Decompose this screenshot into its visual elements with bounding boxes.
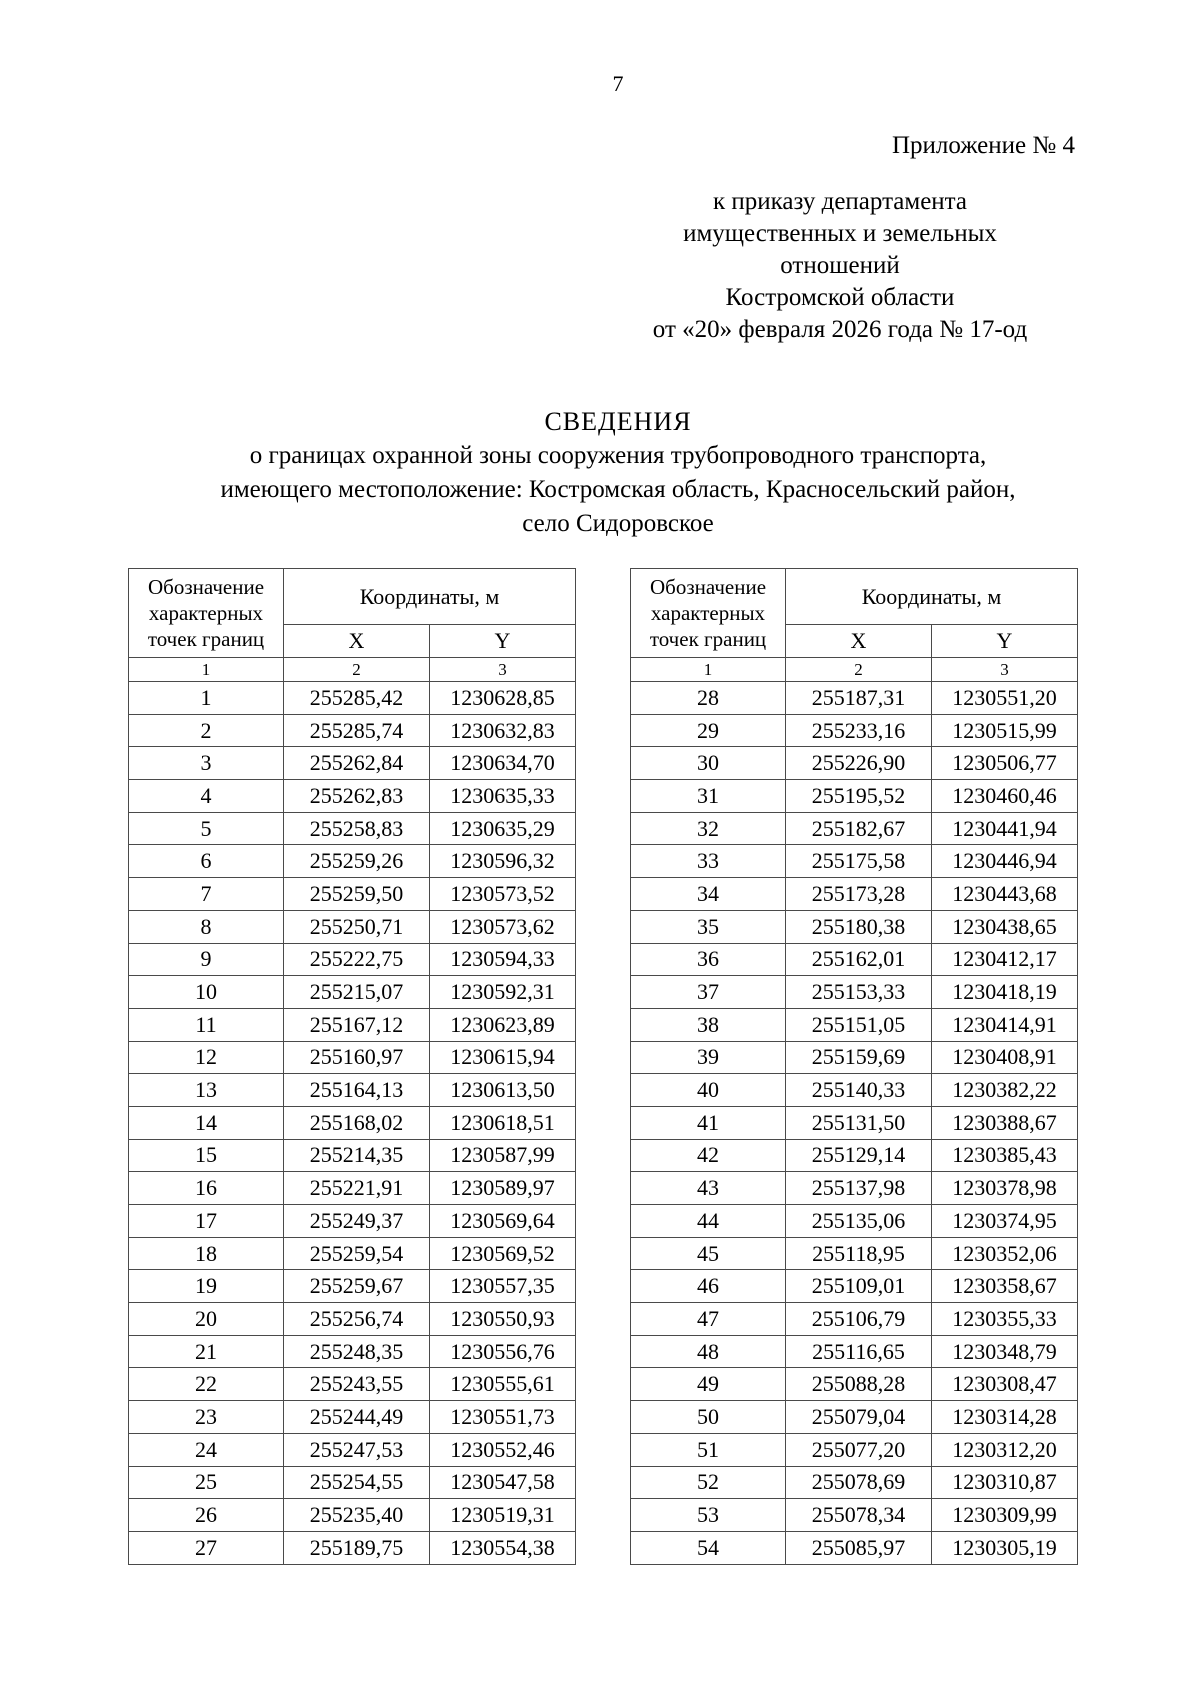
y-coordinate-cell: 1230446,94 bbox=[932, 845, 1078, 878]
y-coordinate-cell: 1230506,77 bbox=[932, 747, 1078, 780]
order-line: Костромской области bbox=[725, 284, 955, 311]
point-designation-header: Обозначение характерных точек границ bbox=[631, 569, 786, 658]
point-number-cell: 13 bbox=[129, 1074, 284, 1107]
x-coordinate-cell: 255182,67 bbox=[786, 812, 932, 845]
x-coordinate-cell: 255077,20 bbox=[786, 1433, 932, 1466]
point-number-cell: 35 bbox=[631, 910, 786, 943]
heading-line: имеющего местоположение: Костромская область, Красносельский район, bbox=[220, 476, 1016, 503]
x-coordinate-cell: 255137,98 bbox=[786, 1172, 932, 1205]
y-coordinate-cell: 1230358,67 bbox=[932, 1270, 1078, 1303]
table-row bbox=[129, 1270, 576, 1303]
point-number-cell: 15 bbox=[129, 1139, 284, 1172]
point-number-cell: 11 bbox=[129, 1008, 284, 1041]
y-coordinate-cell: 1230569,64 bbox=[430, 1205, 576, 1238]
point-number-cell: 49 bbox=[631, 1368, 786, 1401]
point-number-cell: 41 bbox=[631, 1106, 786, 1139]
x-coordinate-cell: 255106,79 bbox=[786, 1303, 932, 1336]
table-row bbox=[129, 1303, 576, 1336]
point-number-cell: 6 bbox=[129, 845, 284, 878]
y-coordinate-cell: 1230374,95 bbox=[932, 1205, 1078, 1238]
point-number-cell: 54 bbox=[631, 1531, 786, 1564]
y-coordinate-cell: 1230573,62 bbox=[430, 910, 576, 943]
x-coordinate-cell: 255243,55 bbox=[284, 1368, 430, 1401]
y-coordinate-cell: 1230635,33 bbox=[430, 780, 576, 813]
table-row bbox=[129, 1531, 576, 1564]
x-coordinate-cell: 255118,95 bbox=[786, 1237, 932, 1270]
x-coordinate-cell: 255244,49 bbox=[284, 1401, 430, 1434]
x-coordinate-cell: 255131,50 bbox=[786, 1106, 932, 1139]
table-row bbox=[631, 1401, 1078, 1434]
table-row bbox=[631, 976, 1078, 1009]
x-coordinate-cell: 255162,01 bbox=[786, 943, 932, 976]
y-column-header: Y bbox=[430, 625, 576, 658]
point-number-cell: 28 bbox=[631, 682, 786, 715]
table-row bbox=[129, 910, 576, 943]
y-coordinate-cell: 1230555,61 bbox=[430, 1368, 576, 1401]
point-number-cell: 52 bbox=[631, 1466, 786, 1499]
point-number-cell: 20 bbox=[129, 1303, 284, 1336]
point-number-cell: 5 bbox=[129, 812, 284, 845]
table-row bbox=[631, 1205, 1078, 1238]
point-number-cell: 19 bbox=[129, 1270, 284, 1303]
y-coordinate-cell: 1230556,76 bbox=[430, 1335, 576, 1368]
table-row bbox=[631, 1335, 1078, 1368]
table-row bbox=[129, 1237, 576, 1270]
table-row bbox=[129, 1041, 576, 1074]
point-number-cell: 8 bbox=[129, 910, 284, 943]
order-line: отношений bbox=[780, 252, 900, 279]
point-number-cell: 29 bbox=[631, 714, 786, 747]
x-coordinate-cell: 255168,02 bbox=[284, 1106, 430, 1139]
coordinates-header: Координаты, м bbox=[786, 569, 1078, 625]
x-coordinate-cell: 255078,69 bbox=[786, 1466, 932, 1499]
y-coordinate-cell: 1230589,97 bbox=[430, 1172, 576, 1205]
x-coordinate-cell: 255250,71 bbox=[284, 910, 430, 943]
table-row bbox=[631, 1270, 1078, 1303]
point-number-cell: 47 bbox=[631, 1303, 786, 1336]
table-row bbox=[129, 682, 576, 715]
x-column-header: X bbox=[284, 625, 430, 658]
table-row bbox=[129, 1401, 576, 1434]
y-coordinate-cell: 1230587,99 bbox=[430, 1139, 576, 1172]
document-title: СВЕДЕНИЯ bbox=[544, 407, 692, 436]
y-coordinate-cell: 1230635,29 bbox=[430, 812, 576, 845]
x-coordinate-cell: 255256,74 bbox=[284, 1303, 430, 1336]
table-row bbox=[129, 1433, 576, 1466]
point-number-cell: 16 bbox=[129, 1172, 284, 1205]
x-coordinate-cell: 255175,58 bbox=[786, 845, 932, 878]
point-number-cell: 3 bbox=[129, 747, 284, 780]
point-number-cell: 32 bbox=[631, 812, 786, 845]
x-coordinate-cell: 255258,83 bbox=[284, 812, 430, 845]
table-row bbox=[631, 1074, 1078, 1107]
y-coordinate-cell: 1230352,06 bbox=[932, 1237, 1078, 1270]
point-number-cell: 7 bbox=[129, 878, 284, 911]
x-coordinate-cell: 255135,06 bbox=[786, 1205, 932, 1238]
y-coordinate-cell: 1230515,99 bbox=[932, 714, 1078, 747]
y-coordinate-cell: 1230443,68 bbox=[932, 878, 1078, 911]
coordinates-table-right bbox=[630, 568, 1078, 1565]
x-coordinate-cell: 255159,69 bbox=[786, 1041, 932, 1074]
point-designation-header: Обозначение характерных точек границ bbox=[129, 569, 284, 658]
point-number-cell: 43 bbox=[631, 1172, 786, 1205]
table-row bbox=[129, 1205, 576, 1238]
table-row bbox=[631, 878, 1078, 911]
y-coordinate-cell: 1230628,85 bbox=[430, 682, 576, 715]
table-row bbox=[129, 1368, 576, 1401]
point-number-cell: 40 bbox=[631, 1074, 786, 1107]
table-row bbox=[129, 1139, 576, 1172]
table-row bbox=[631, 910, 1078, 943]
x-coordinate-cell: 255259,67 bbox=[284, 1270, 430, 1303]
point-number-cell: 45 bbox=[631, 1237, 786, 1270]
y-coordinate-cell: 1230557,35 bbox=[430, 1270, 576, 1303]
point-number-cell: 34 bbox=[631, 878, 786, 911]
table-row bbox=[129, 1074, 576, 1107]
y-coordinate-cell: 1230412,17 bbox=[932, 943, 1078, 976]
column-number-row: 1 2 3 bbox=[631, 658, 1078, 682]
table-row bbox=[631, 682, 1078, 715]
point-number-cell: 33 bbox=[631, 845, 786, 878]
x-coordinate-cell: 255189,75 bbox=[284, 1531, 430, 1564]
y-coordinate-cell: 1230618,51 bbox=[430, 1106, 576, 1139]
x-coordinate-cell: 255259,54 bbox=[284, 1237, 430, 1270]
point-number-cell: 25 bbox=[129, 1466, 284, 1499]
y-coordinate-cell: 1230550,93 bbox=[430, 1303, 576, 1336]
point-number-cell: 10 bbox=[129, 976, 284, 1009]
x-coordinate-cell: 255262,83 bbox=[284, 780, 430, 813]
y-coordinate-cell: 1230388,67 bbox=[932, 1106, 1078, 1139]
table-row bbox=[129, 976, 576, 1009]
order-line: от «20» февраля 2026 года № 17-од bbox=[652, 316, 1028, 343]
x-coordinate-cell: 255214,35 bbox=[284, 1139, 430, 1172]
coordinates-table-left bbox=[128, 568, 576, 1565]
point-number-cell: 31 bbox=[631, 780, 786, 813]
table-row bbox=[129, 1335, 576, 1368]
y-coordinate-cell: 1230378,98 bbox=[932, 1172, 1078, 1205]
y-coordinate-cell: 1230552,46 bbox=[430, 1433, 576, 1466]
point-number-cell: 42 bbox=[631, 1139, 786, 1172]
table-row bbox=[631, 812, 1078, 845]
y-coordinate-cell: 1230418,19 bbox=[932, 976, 1078, 1009]
y-coordinate-cell: 1230312,20 bbox=[932, 1433, 1078, 1466]
point-number-cell: 21 bbox=[129, 1335, 284, 1368]
y-coordinate-cell: 1230634,70 bbox=[430, 747, 576, 780]
point-number-cell: 37 bbox=[631, 976, 786, 1009]
y-coordinate-cell: 1230632,83 bbox=[430, 714, 576, 747]
point-number-cell: 48 bbox=[631, 1335, 786, 1368]
table-row bbox=[129, 1499, 576, 1532]
table-row bbox=[631, 943, 1078, 976]
point-number-cell: 46 bbox=[631, 1270, 786, 1303]
table-row bbox=[129, 812, 576, 845]
table-row bbox=[631, 714, 1078, 747]
y-coordinate-cell: 1230519,31 bbox=[430, 1499, 576, 1532]
order-reference bbox=[600, 186, 1080, 346]
y-coordinate-cell: 1230613,50 bbox=[430, 1074, 576, 1107]
table-row bbox=[631, 1106, 1078, 1139]
y-coordinate-cell: 1230408,91 bbox=[932, 1041, 1078, 1074]
coordinates-header: Координаты, м bbox=[284, 569, 576, 625]
x-coordinate-cell: 255116,65 bbox=[786, 1335, 932, 1368]
table-row bbox=[631, 1237, 1078, 1270]
point-number-cell: 51 bbox=[631, 1433, 786, 1466]
y-column-header: Y bbox=[932, 625, 1078, 658]
table-row bbox=[631, 1303, 1078, 1336]
x-coordinate-cell: 255109,01 bbox=[786, 1270, 932, 1303]
x-coordinate-cell: 255151,05 bbox=[786, 1008, 932, 1041]
y-coordinate-cell: 1230382,22 bbox=[932, 1074, 1078, 1107]
table-row bbox=[631, 1531, 1078, 1564]
point-number-cell: 18 bbox=[129, 1237, 284, 1270]
table-row bbox=[631, 1433, 1078, 1466]
point-number-cell: 1 bbox=[129, 682, 284, 715]
page-number: 7 bbox=[612, 71, 624, 96]
y-coordinate-cell: 1230551,73 bbox=[430, 1401, 576, 1434]
y-coordinate-cell: 1230615,94 bbox=[430, 1041, 576, 1074]
order-line: к приказу департамента bbox=[712, 188, 968, 215]
point-number-cell: 39 bbox=[631, 1041, 786, 1074]
y-coordinate-cell: 1230438,65 bbox=[932, 910, 1078, 943]
y-coordinate-cell: 1230460,46 bbox=[932, 780, 1078, 813]
point-number-cell: 2 bbox=[129, 714, 284, 747]
x-coordinate-cell: 255195,52 bbox=[786, 780, 932, 813]
table-row bbox=[129, 1106, 576, 1139]
x-coordinate-cell: 255167,12 bbox=[284, 1008, 430, 1041]
x-coordinate-cell: 255187,31 bbox=[786, 682, 932, 715]
x-coordinate-cell: 255226,90 bbox=[786, 747, 932, 780]
y-coordinate-cell: 1230314,28 bbox=[932, 1401, 1078, 1434]
point-number-cell: 17 bbox=[129, 1205, 284, 1238]
x-coordinate-cell: 255164,13 bbox=[284, 1074, 430, 1107]
x-coordinate-cell: 255173,28 bbox=[786, 878, 932, 911]
x-coordinate-cell: 255235,40 bbox=[284, 1499, 430, 1532]
y-coordinate-cell: 1230623,89 bbox=[430, 1008, 576, 1041]
point-number-cell: 12 bbox=[129, 1041, 284, 1074]
table-row bbox=[129, 780, 576, 813]
y-coordinate-cell: 1230554,38 bbox=[430, 1531, 576, 1564]
x-coordinate-cell: 255262,84 bbox=[284, 747, 430, 780]
table-row bbox=[129, 1466, 576, 1499]
column-number-row: 1 2 3 bbox=[129, 658, 576, 682]
heading-line: село Сидоровское bbox=[522, 510, 714, 537]
point-number-cell: 50 bbox=[631, 1401, 786, 1434]
x-coordinate-cell: 255254,55 bbox=[284, 1466, 430, 1499]
y-coordinate-cell: 1230441,94 bbox=[932, 812, 1078, 845]
x-coordinate-cell: 255249,37 bbox=[284, 1205, 430, 1238]
point-number-cell: 4 bbox=[129, 780, 284, 813]
table-row bbox=[129, 714, 576, 747]
y-coordinate-cell: 1230385,43 bbox=[932, 1139, 1078, 1172]
heading-line: о границах охранной зоны сооружения трубопроводного транспорта, bbox=[249, 442, 987, 469]
document-heading bbox=[0, 405, 1200, 541]
y-coordinate-cell: 1230305,19 bbox=[932, 1531, 1078, 1564]
table-row bbox=[631, 1139, 1078, 1172]
table-row bbox=[129, 1008, 576, 1041]
point-number-cell: 22 bbox=[129, 1368, 284, 1401]
order-line: имущественных и земельных bbox=[683, 220, 997, 247]
y-coordinate-cell: 1230308,47 bbox=[932, 1368, 1078, 1401]
table-row bbox=[631, 747, 1078, 780]
table-row bbox=[631, 1008, 1078, 1041]
x-coordinate-cell: 255085,97 bbox=[786, 1531, 932, 1564]
y-coordinate-cell: 1230596,32 bbox=[430, 845, 576, 878]
x-coordinate-cell: 255259,26 bbox=[284, 845, 430, 878]
table-row bbox=[631, 1368, 1078, 1401]
x-coordinate-cell: 255079,04 bbox=[786, 1401, 932, 1434]
table-row bbox=[631, 1172, 1078, 1205]
point-number-cell: 30 bbox=[631, 747, 786, 780]
y-coordinate-cell: 1230547,58 bbox=[430, 1466, 576, 1499]
x-coordinate-cell: 255285,42 bbox=[284, 682, 430, 715]
y-coordinate-cell: 1230569,52 bbox=[430, 1237, 576, 1270]
y-coordinate-cell: 1230551,20 bbox=[932, 682, 1078, 715]
x-coordinate-cell: 255215,07 bbox=[284, 976, 430, 1009]
y-coordinate-cell: 1230573,52 bbox=[430, 878, 576, 911]
point-number-cell: 23 bbox=[129, 1401, 284, 1434]
point-number-cell: 27 bbox=[129, 1531, 284, 1564]
x-coordinate-cell: 255153,33 bbox=[786, 976, 932, 1009]
y-coordinate-cell: 1230592,31 bbox=[430, 976, 576, 1009]
y-coordinate-cell: 1230594,33 bbox=[430, 943, 576, 976]
table-row bbox=[129, 1172, 576, 1205]
table-row bbox=[129, 845, 576, 878]
x-coordinate-cell: 255233,16 bbox=[786, 714, 932, 747]
point-number-cell: 53 bbox=[631, 1499, 786, 1532]
x-coordinate-cell: 255180,38 bbox=[786, 910, 932, 943]
y-coordinate-cell: 1230309,99 bbox=[932, 1499, 1078, 1532]
x-coordinate-cell: 255160,97 bbox=[284, 1041, 430, 1074]
table-row bbox=[631, 1466, 1078, 1499]
y-coordinate-cell: 1230355,33 bbox=[932, 1303, 1078, 1336]
y-coordinate-cell: 1230310,87 bbox=[932, 1466, 1078, 1499]
table-row bbox=[631, 1041, 1078, 1074]
appendix-title: Приложение № 4 bbox=[891, 132, 1075, 159]
x-coordinate-cell: 255259,50 bbox=[284, 878, 430, 911]
x-coordinate-cell: 255248,35 bbox=[284, 1335, 430, 1368]
table-row bbox=[631, 780, 1078, 813]
point-number-cell: 44 bbox=[631, 1205, 786, 1238]
x-coordinate-cell: 255222,75 bbox=[284, 943, 430, 976]
point-number-cell: 24 bbox=[129, 1433, 284, 1466]
x-coordinate-cell: 255078,34 bbox=[786, 1499, 932, 1532]
x-coordinate-cell: 255140,33 bbox=[786, 1074, 932, 1107]
point-number-cell: 14 bbox=[129, 1106, 284, 1139]
x-coordinate-cell: 255247,53 bbox=[284, 1433, 430, 1466]
point-number-cell: 36 bbox=[631, 943, 786, 976]
x-coordinate-cell: 255221,91 bbox=[284, 1172, 430, 1205]
x-coordinate-cell: 255088,28 bbox=[786, 1368, 932, 1401]
point-number-cell: 9 bbox=[129, 943, 284, 976]
point-number-cell: 26 bbox=[129, 1499, 284, 1532]
point-number-cell: 38 bbox=[631, 1008, 786, 1041]
table-row bbox=[129, 878, 576, 911]
y-coordinate-cell: 1230414,91 bbox=[932, 1008, 1078, 1041]
y-coordinate-cell: 1230348,79 bbox=[932, 1335, 1078, 1368]
x-coordinate-cell: 255285,74 bbox=[284, 714, 430, 747]
table-row bbox=[631, 1499, 1078, 1532]
x-coordinate-cell: 255129,14 bbox=[786, 1139, 932, 1172]
table-row bbox=[129, 747, 576, 780]
table-row bbox=[129, 943, 576, 976]
table-row bbox=[631, 845, 1078, 878]
x-column-header: X bbox=[786, 625, 932, 658]
